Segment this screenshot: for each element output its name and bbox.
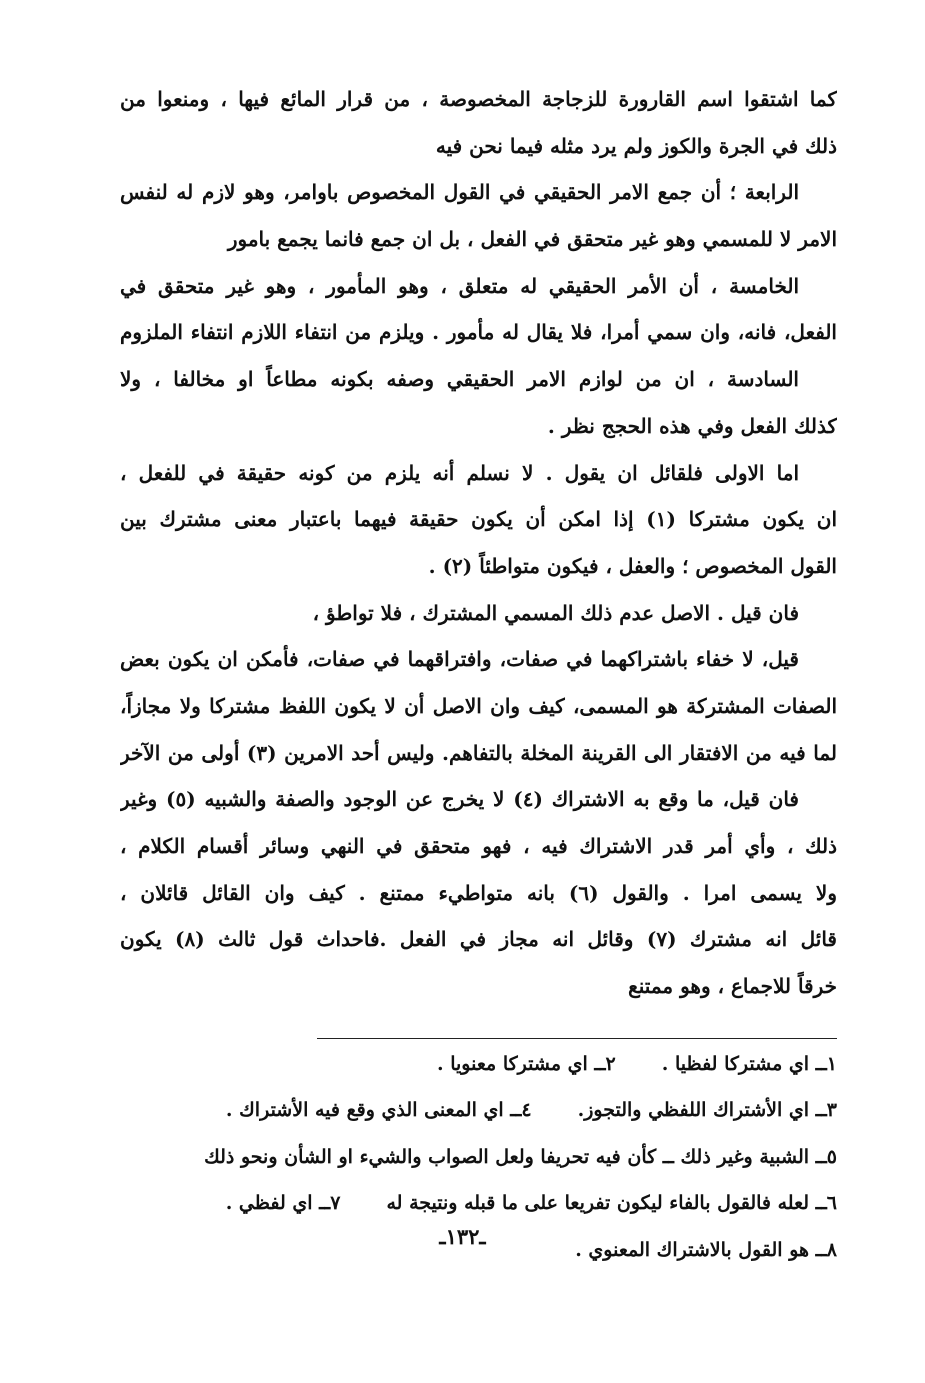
footnote-4: ٤ــ اي المعنى الذي وقع فيه الأشتراك . [225,1099,532,1122]
text-line: الفعل، فانه، وان سمي أمرا، فلا يقال له مأمور . ويلزم من انتفاء اللازم انتفاء الملزوم [120,320,837,345]
text-line: القول المخصوص ؛ والعفل ، فيكون متواطئاً (٢) . [428,553,837,578]
footnote-5: ٥ــ الشبية وغير ذلك ــ كأن فيه تحريفا ولعل الصواب والشيء او الشأن ونحو ذلك [204,1145,837,1168]
text-line: اما الاولى فلقائل ان يقول . لا نسلم أنه يلزم من كونه حقيقة في للفعل ، [120,460,799,485]
footnote-line [120,1041,837,1088]
footnote-line [120,1180,837,1227]
text-line: الخامسة ، أن الأمر الحقيقي له متعلق ، وهو المأمور ، وهو غير متحقق في [120,273,799,298]
body-text [120,76,837,1010]
footnote-line [120,1087,837,1134]
footnote-7: ٧ــ اي لفظي . [225,1192,341,1215]
text-line: الصفات المشتركة هو المسمى، كيف وان الاصل أن لا يكون اللفظ مشتركا ولا مجازاً، [120,693,837,718]
text-line: لما فيه من الافتقار الى القرينة المخلة بالتفاهم. وليس أحد الامرين (٣) أولى من الآخر [120,740,837,765]
footnote-line [120,1134,837,1181]
text-line: ذلك في الجرة والكوز ولم يرد مثله فيما نحن فيه [435,133,837,158]
text-line: ان يكون مشتركا (١) إذا امكن أن يكون حقيقة فيهما باعتبار معنى مشترك بين [120,507,837,532]
text-line: فان قيل . الاصل عدم ذلك المسمي المشترك ، فلا تواطؤ ، [312,600,799,625]
footnote-separator [317,1038,837,1039]
text-line: كما اشتقوا اسم القارورة للزجاجة المخصوصة ، من قرار المائع فيها ، ومنعوا من [120,87,837,111]
text-line: فان قيل، ما وقع به الاشتراك (٤) لا يخرج عن الوجود والصفة والشبيه (٥) وغير [120,787,799,812]
footnote-3: ٣ــ اي الأشتراك اللفظي والتجوز. [577,1099,837,1122]
text-line: السادسة ، ان من لوازم الامر الحقيقي وصفه بكونه مطاعاً او مخالفا ، ولا [120,367,799,392]
footnote-1: ١ــ اي مشتركا لفظيا . [661,1052,837,1075]
text-line: الرابعة ؛ أن جمع الامر الحقيقي في القول المخصوص باوامر، وهو لازم له لنفس [120,180,799,205]
text-line: كذلك الفعل وفي هذه الحجج نظر . [547,413,837,438]
footnote-6: ٦ــ لعله فالقول بالفاء ليكون تفريعا على ما قبله ونتيجة له [386,1192,837,1215]
text-line: قيل، لا خفاء باشتراكهما في صفات، وافتراقهما في صفات، فأمكن ان يكون بعض [120,647,799,672]
footnote-8: ٨ــ هو القول بالاشتراك المعنوي . [575,1238,837,1261]
page-number: ـ١٣٢ـ [439,1224,486,1249]
text-line: ولا يسمى امرا . والقول (٦) بانه متواطيء ممتنع . كيف وان القائل قائلان ، [120,880,837,905]
footnote-2: ٢ــ اي مشتركا معنويا . [437,1052,616,1075]
text-line: ذلك ، وأي أمر قدر الاشتراك فيه ، فهو متحقق في النهي وسائر أقسام الكلام ، [120,834,837,858]
text-line: الامر لا للمسمي وهو غير متحقق في الفعل ، بل ان جمع فانما يجمع بامور [227,227,837,252]
text-line: خرقاً للاجماع ، وهو ممتنع [628,974,837,999]
text-line: قائل انه مشترك (٧) وقائل انه مجاز في الفعل .فاحداث قول ثالث (٨) يكون [120,927,837,952]
